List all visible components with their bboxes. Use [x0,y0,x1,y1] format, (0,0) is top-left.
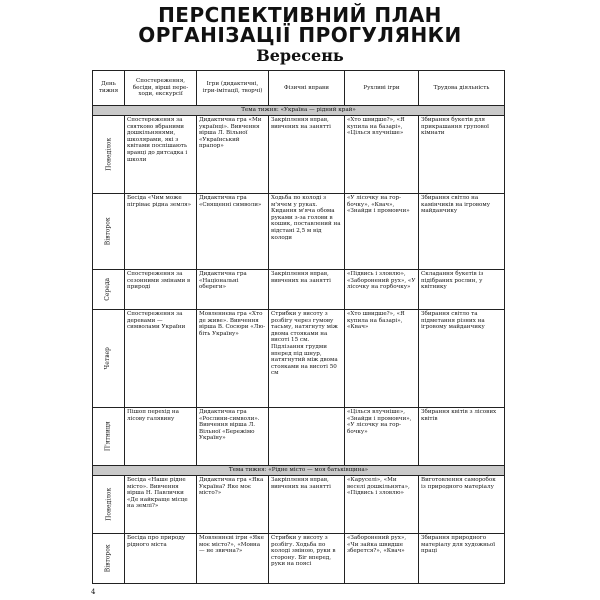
games-cell: Мовленнєві ігри «Яке моє місто?», «Мовна — не звична?» [197,534,269,584]
games-cell: Дидактична гра «Національні обереги» [197,270,269,310]
header-physical: Фізичні вправи [269,71,345,106]
obs-cell: Бесіда про природу рідного міста [125,534,197,584]
day-cell: Понеділок [93,476,125,534]
labor-cell: Збирання природного матеріалу для художньої праці [419,534,505,584]
page-number: 4 [91,588,96,596]
labor-cell: Збирання квітів з лісових квітів [419,408,505,466]
phys-cell: Закріплення вправ, вивчених на занятті [269,476,345,534]
header-labor: Трудова діяльність [419,71,505,106]
table-row [93,310,505,408]
theme-row [93,466,505,476]
labor-cell: Збирання букетів для прикрашання групової кімнати [419,116,505,194]
page-title-line2: ОРГАНІЗАЦІЇ ПРОГУЛЯНКИ [138,23,462,47]
obs-cell: Спостереження за сезонними змінами в природі [125,270,197,310]
labor-cell: Складання букетів із підібраних рослин, у квітнику [419,270,505,310]
day-cell: Вівторок [93,194,125,270]
phys-cell: Закріплення вправ, вивчених на занятті [269,116,345,194]
mobile-cell: «Заборонений рух», «Чи зайка швидше зберется?», «Квач» [345,534,419,584]
page-title-line1: ПЕРСПЕКТИВНИЙ ПЛАН [158,3,442,27]
games-cell: Дидактична гра «Ми українці». Вивчення вірша Л. Вільної «Український прапор» [197,116,269,194]
header-day: День тижня [93,71,125,106]
obs-cell: Спостереження за деревами — символами України [125,310,197,408]
phys-cell: Стрибки у висоту з розбігу через гумову тасьму, натягнуту між двома стояками на висоті 15 см. Підлізання грудми вперед під шнур, натягнутий між двома стояками на висоті 50 см [269,310,345,408]
obs-cell: Спостереження за святково вбраними дошкільнянями, школярами, які з квітами поспішають вранці до дитсадка і школи [125,116,197,194]
phys-cell: Закріплення вправ, вивчених на занятті [269,270,345,310]
header-mobile-games: Рухливі ігри [345,71,419,106]
obs-cell: Бесіда «Наше рідне місто». Вивчення вірша Н. Павлички «Де найкраще місце на землі?» [125,476,197,534]
mobile-cell: «Каруселі», «Ми веселі дошкільнята», «Підвись і зловлю» [345,476,419,534]
phys-cell [269,408,345,466]
games-cell: Дидактична гра «Рослини-символи». Вивчення вірша Л. Вільної «Бережімо Україну» [197,408,269,466]
table-row [93,534,505,584]
day-cell: П'ятниця [93,408,125,466]
month-heading: Вересень [256,46,344,65]
phys-cell: Стрибки у висоту з розбігу. Ходьба по колоді зміною, руки в сторону. Біг вперед, руки на поясі [269,534,345,584]
header-games: Ігри (дидактичні, ігри-імітації, творчі) [197,71,269,106]
games-cell: Мовленнєва гра «Хто де живе». Вивчення вірша В. Сосюри «Любіть Україну» [197,310,269,408]
games-cell: Дидактична гра «Священні символи» [197,194,269,270]
theme-row [93,106,505,116]
table-row [93,476,505,534]
games-cell: Дидактична гра «Яка Україна? Яке моє місто?» [197,476,269,534]
day-cell: Понеділок [93,116,125,194]
labor-cell: Збирання світло та підметання різних на ігровому майданчику [419,310,505,408]
phys-cell: Ходьба по колоді з м'ячем у руках. Кидання м'яча обома руками з-за голови в кошик, поставлений на відстані 2,5 м від колоди [269,194,345,270]
walk-plan-table [92,70,505,584]
mobile-cell: «Цілься влучніше», «Знайди і промовчи», «У лісочку на горбочку» [345,408,419,466]
day-cell: Середа [93,270,125,310]
table-row [93,270,505,310]
mobile-cell: «У лісочку на горбочку», «Квач», «Знайди і промовчи» [345,194,419,270]
theme-label: Тема тижня: «Рідне місто — моя батьківщина» [93,466,505,476]
table-row [93,194,505,270]
mobile-cell: «Хто швидше?», «Я купила на базарі», «Цілься влучніше» [345,116,419,194]
header-observations: Спостереження, бесіди, вірші переходи, екскурсії [125,71,197,106]
table-row [93,408,505,466]
table-row [93,116,505,194]
table-header-row [93,71,505,106]
day-cell: Четвер [93,310,125,408]
labor-cell: Збирання світло на камінчиків на ігровому майданчику [419,194,505,270]
obs-cell: Пішоп перехід на лісову галявину [125,408,197,466]
mobile-cell: «Підвись і зловлю», «Заборонeний рух», «У лісочку на горбочку» [345,270,419,310]
theme-label: Тема тижня: «Україна — рідний край» [93,106,505,116]
labor-cell: Виготовлення саморобок із природного матеріалу [419,476,505,534]
day-cell: Вівторок [93,534,125,584]
mobile-cell: «Хто швидше?», «Я купила на базарі», «Квач» [345,310,419,408]
obs-cell: Бесіда «Чим може пігріває рідна земля» [125,194,197,270]
